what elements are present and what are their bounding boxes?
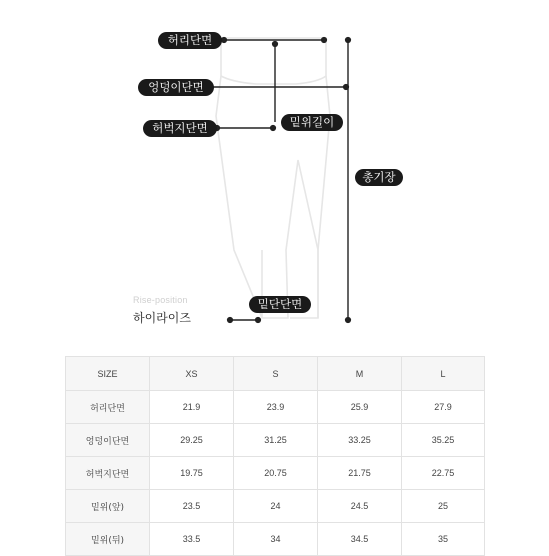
table-cell: 31.25 — [234, 424, 318, 457]
table-cell: 23.5 — [150, 490, 234, 523]
table-cell: 35 — [402, 523, 485, 556]
pants-outline — [216, 38, 330, 318]
header-cell: XS — [150, 357, 234, 391]
waist-label: 허리단면 — [158, 32, 222, 49]
rise-position-caption: Rise-position — [133, 295, 188, 305]
table-cell: 25.9 — [318, 391, 402, 424]
rise-label: 밑위길이 — [281, 114, 343, 131]
header-cell: L — [402, 357, 485, 391]
header-cell: SIZE — [66, 357, 150, 391]
table-cell: 21.75 — [318, 457, 402, 490]
table-cell: 34.5 — [318, 523, 402, 556]
table-header-row — [66, 357, 485, 391]
row-label: 밑위(뒤) — [66, 523, 150, 556]
table-row — [66, 490, 485, 523]
table-cell: 33.25 — [318, 424, 402, 457]
table-cell: 24 — [234, 490, 318, 523]
hip-label: 엉덩이단면 — [138, 79, 214, 96]
table-row — [66, 424, 485, 457]
row-label: 허리단면 — [66, 391, 150, 424]
table-cell: 24.5 — [318, 490, 402, 523]
row-label: 엉덩이단면 — [66, 424, 150, 457]
table-cell: 21.9 — [150, 391, 234, 424]
row-label: 밑위(앞) — [66, 490, 150, 523]
total-length-label: 총기장 — [355, 169, 403, 186]
table-row — [66, 391, 485, 424]
row-label: 허벅지단면 — [66, 457, 150, 490]
table-row — [66, 523, 485, 556]
table-cell: 34 — [234, 523, 318, 556]
table-cell: 35.25 — [402, 424, 485, 457]
hem-label: 밑단단면 — [249, 296, 311, 313]
rise-position-value: 하이라이즈 — [133, 311, 191, 325]
table-cell: 23.9 — [234, 391, 318, 424]
table-cell: 25 — [402, 490, 485, 523]
table-cell: 33.5 — [150, 523, 234, 556]
table-cell: 27.9 — [402, 391, 485, 424]
table-cell: 29.25 — [150, 424, 234, 457]
thigh-label: 허벅지단면 — [143, 120, 217, 137]
table-cell: 22.75 — [402, 457, 485, 490]
header-cell: S — [234, 357, 318, 391]
table-row — [66, 457, 485, 490]
table-cell: 19.75 — [150, 457, 234, 490]
table-cell: 20.75 — [234, 457, 318, 490]
size-table — [65, 356, 485, 556]
header-cell: M — [318, 357, 402, 391]
